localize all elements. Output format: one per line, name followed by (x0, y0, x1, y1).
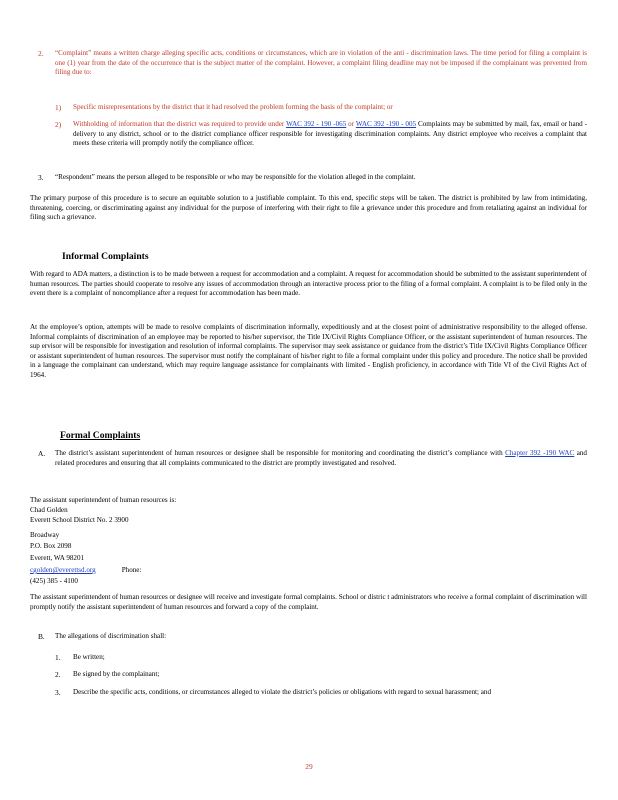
item-b1-text: Be written; (73, 653, 105, 661)
informal-paragraph-2: At the employee’s option, attempts will be made to resolve complaints of discrimination informally, expeditiously and at the closest point of administrative responsibility to the alleged offense. Informal complaints of discrimination of an employee may be reported to his/her supervisor, the Title IX/Civil Rights Compliance Officer, or the assistant superintendent of human resources. The sup ervisor will be responsible for investigation and resolution of informal complaints. The supervisor may seek assistance or guidance from the district’s Title IX/Civil Rights Compliance Officer or assistant superintendent of human resources. The supervisor must notify the complainant of his/her right to file a formal complaint under this policy and procedure. The notice shall be provided in a language the complainant can understand, which may require language assistance for complainants with limited - English proficiency, in accordance with Title VI of the Civil Rights Act of 1964. (30, 323, 587, 379)
item-b-text: The allegations of discrimination shall: (55, 632, 167, 640)
page-number: 29 (305, 762, 313, 771)
wac-005-link[interactable]: WAC 392 -190 - 005 (355, 120, 417, 128)
subitem-2-number: 2) (55, 120, 62, 129)
item-b3-marker: 3. (55, 688, 61, 697)
subitem-1-text: Specific misrepresentations by the district that it had resolved the problem forming the basis of the complaint; or (73, 103, 393, 111)
complaint-definition: “Complaint” means a written charge alleging specific acts, conditions or circumstances, which are in violation of the anti - discrimination laws. The time period for filing a complaint is one (1) year from the date of the occurrence that is the subject matter of the complaint. However, a complaint filing deadline may not be imposed if the complainant was prevented from filing due to: (55, 49, 587, 77)
contact-intro: The assistant superintendent of human resources is: (30, 496, 177, 504)
formal-complaints-heading: Formal Complaints (60, 430, 141, 441)
contact-phone-label: Phone: (121, 566, 142, 574)
informal-paragraph-1: With regard to ADA matters, a distinction is to be made between a request for accommodation and a complaint. A request for accommodation should be submitted to the assistant superintendent of human resources. The parties should cooperate to resolve any issues of accommodation through an interactive process prior to the filing of a formal complaint. A complaint is to be filed only in the event there is a complaint of noncompliance after a request for accommodation has been made. (30, 270, 587, 298)
wac-065-link[interactable]: WAC 392 - 190 -065 (286, 120, 347, 128)
item-2-number: 2. (38, 49, 44, 58)
contact-email-link[interactable]: cgolden@everettsd.org (30, 566, 96, 574)
contact-pobox: P.O. Box 2098 (30, 542, 72, 550)
subitem-2-pre: Withholding of information that the district was required to provide under (73, 120, 287, 128)
item-a-pre: The district’s assistant superintendent of human resources or designee shall be responsible for monitoring and coordinating the district’s compliance with (55, 449, 506, 457)
formal-closing-paragraph: The assistant superintendent of human resources or designee will receive and investigate formal complaints. School or distric t administrators who receive a formal complaint of discrimination will promptly notify the assistant superintendent of human resources and forward a copy of the complaint. (30, 593, 587, 611)
item-a-text (55, 449, 587, 468)
item-a-post: and related procedures and ensuring that all complaints communicated to the district are promptly investigated and resolved. (55, 449, 587, 467)
contact-phone: (425) 385 - 4100 (30, 577, 78, 585)
item-b-marker: B. (38, 632, 45, 641)
informal-complaints-heading: Informal Complaints (62, 251, 149, 262)
chapter-392-190-link[interactable]: Chapter 392 -190 WAC (505, 449, 575, 457)
contact-district: Everett School District No. 2 3900 (30, 516, 129, 524)
subitem-2-or: or (346, 120, 356, 128)
item-b1-marker: 1. (55, 653, 61, 662)
contact-city: Everett, WA 98201 (30, 554, 85, 562)
item-a-marker: A. (38, 449, 46, 458)
subitem-2-text (73, 120, 587, 149)
subitem-1-number: 1) (55, 103, 62, 112)
contact-street: Broadway (30, 531, 60, 539)
contact-name: Chad Golden (30, 506, 68, 514)
subitem-2-post: Complaints may be submitted by mail, fax, email or hand - delivery to any district, school or to the district compliance officer responsible for investigating discrimination complaints. Any district employee who receives a complaint that meets these criteria will promptly notify the compliance officer. (73, 120, 588, 148)
respondent-definition: “Respondent” means the person alleged to be responsible or who may be responsible for the violation alleged in the complaint. (55, 173, 416, 181)
purpose-paragraph: The primary purpose of this procedure is to secure an equitable solution to a justifiable complaint. To this end, specific steps will be taken. The district is prohibited by law from intimidating, threatening, coercing, or discriminating against any individual for the purpose of interfering with their right to file a grievance under this procedure and from retaliating against an individual for filing such a grievance. (30, 194, 587, 222)
item-b3-text: Describe the specific acts, conditions, or circumstances alleged to violate the district’s policies or obligations with regard to sexual harassment; and (73, 688, 492, 696)
item-3-number: 3. (38, 173, 44, 182)
item-b2-marker: 2. (55, 670, 61, 679)
item-b2-text: Be signed by the complainant; (73, 670, 160, 678)
contact-email-line (30, 565, 141, 575)
